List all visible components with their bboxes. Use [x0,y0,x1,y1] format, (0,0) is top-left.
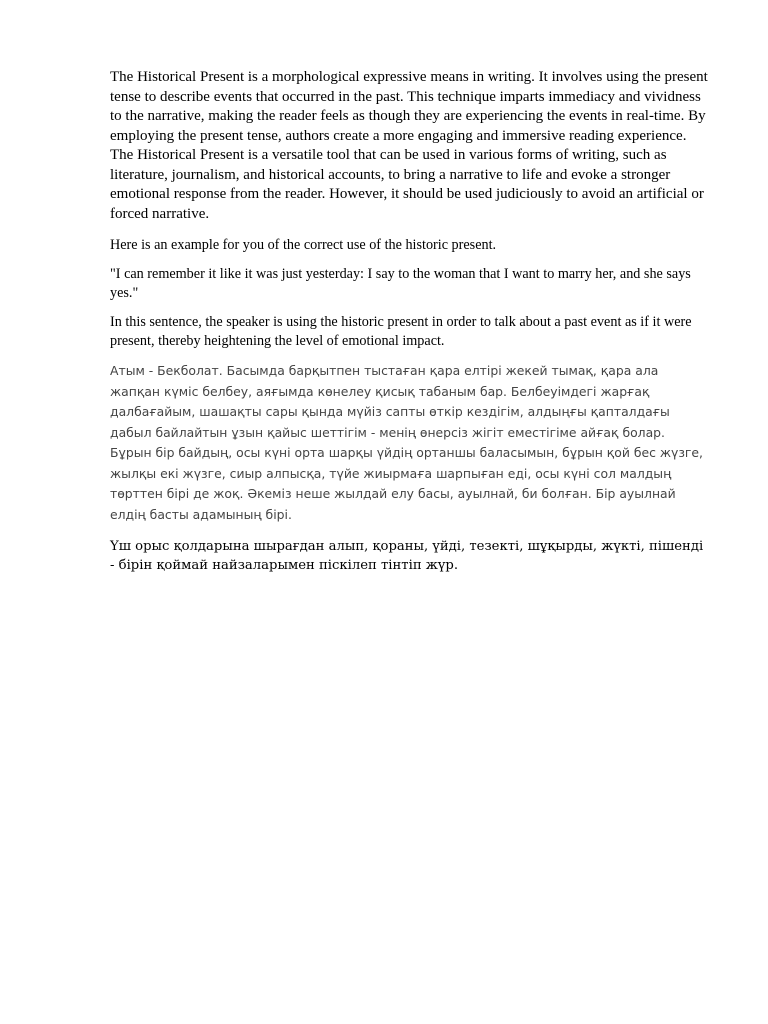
kazakh-passage-paragraph: Атым - Бекболат. Басымда барқытпен тыстаған қара елтірі жекей тымақ, қара ала жапқан күміс белбеу, аяғымда көнелеу қисық табаным бар. Белбеуімдегі жарғақ далбағайым, шашақты сары қында мүйіз сапты өткір кездігім, алдыңғы қапталдағы дабыл байлайтын ұзын қайыс шеттігім - менің өнерсіз жігіт еместігіме айғақ болар. Бұрын бір байдың, осы күні орта шарқы үйдің ортаншы баласымын, бұрын қой бес жүзге, жылқы екі жүзге, сиыр алпысқа, түйе жиырмаға шарпыған еді, осы күні сол малдың төрттен бірі де жоқ. Әкеміз неше жылдай елу басы, ауылнай, би болған. Бір ауылнай елдің басты адамының бірі. [110,363,703,522]
intro-paragraph: The Historical Present is a morphological expressive means in writing. It involves using the present tense to describe events that occurred in the past. This technique imparts immediacy and vividness to the narrative, making the reader feels as though they are experiencing the events in real-time. By employing the present tense, authors create a more engaging and immersive reading experience. The Historical Present is a versatile tool that can be used in various forms of writing, such as literature, journalism, and historical accounts, to bring a narrative to life and evoke a stronger emotional response from the reader. However, it should be used judiciously to avoid an artificial or forced narrative. [110,69,708,222]
example-quote-paragraph: "I can remember it like it was just yesterday: I say to the woman that I want to marry her, and she says yes." [110,266,691,301]
kazakh-sentence-paragraph: Үш орыс қолдарына шырағдан алып, қораны, үйді, тезекті, шұқырды, жүкті, пішенді - бірін қоймай найзаларымен піскілеп тінтіп жүр. [110,539,704,573]
example-lead-paragraph: Here is an example for you of the correct use of the historic present. [110,237,497,253]
explanation-paragraph: In this sentence, the speaker is using the historic present in order to talk about a past event as if it were present, thereby heightening the level of emotional impact. [110,314,692,349]
document-page [110,68,710,575]
